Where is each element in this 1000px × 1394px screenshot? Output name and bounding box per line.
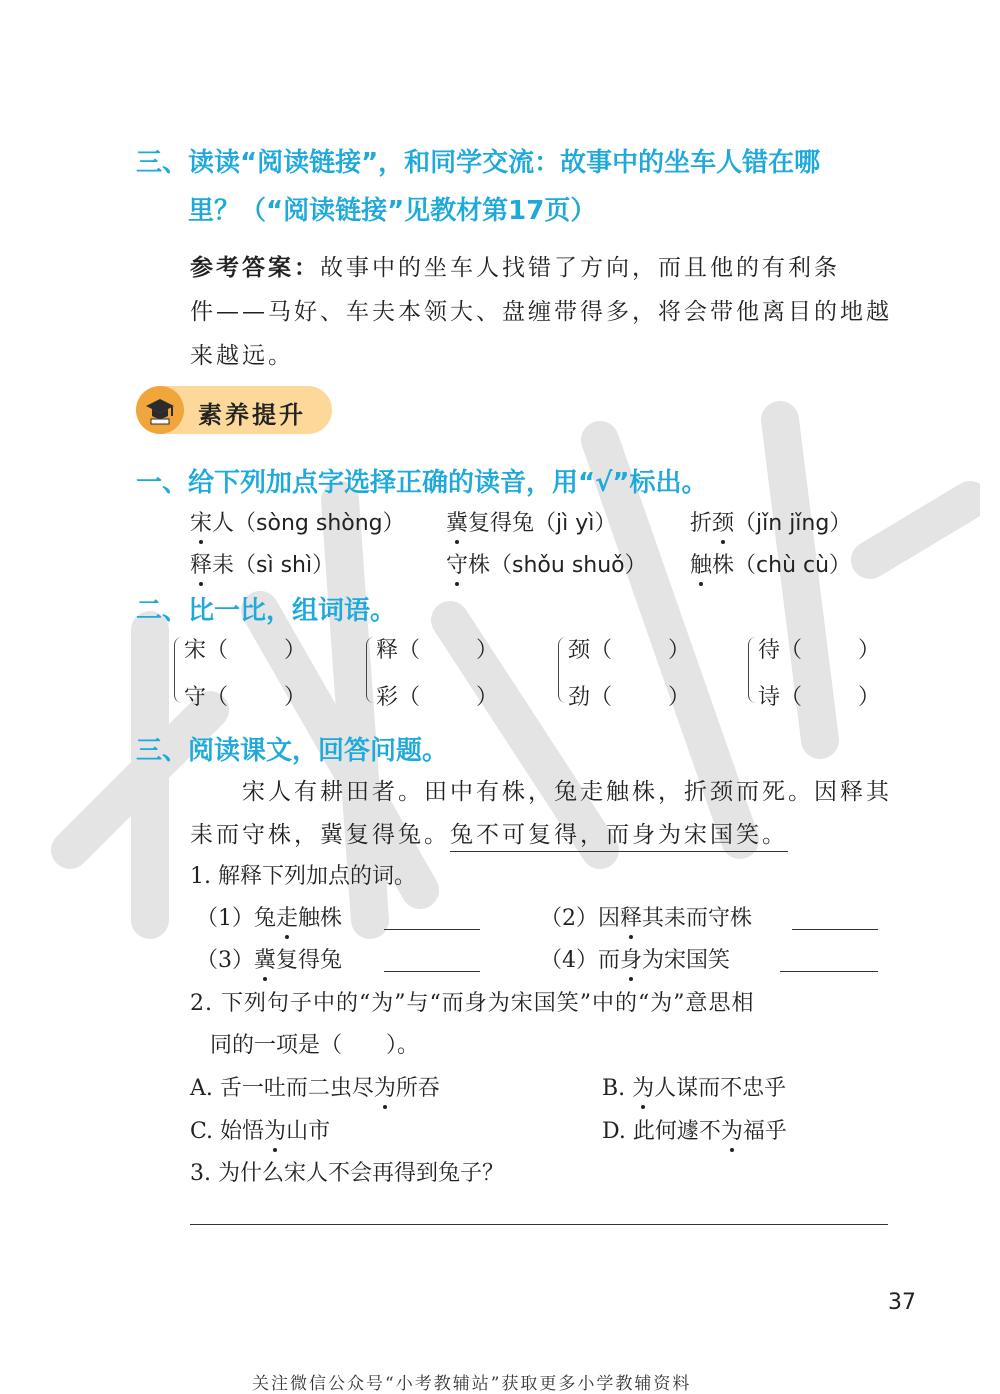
option-a[interactable] <box>190 1071 440 1102</box>
q1-item-3-pinyin: （jǐn jǐng） <box>734 511 852 536</box>
footer-note: 关注微信公众号“小考教辅站”获取更多小学教辅资料 <box>252 1374 692 1394</box>
q3-sub2-line1: 2. 下列句子中的“为”与“而身为宋国笑”中的“为”意思相 <box>190 991 755 1016</box>
option-d[interactable] <box>602 1114 787 1145</box>
option-c[interactable] <box>190 1114 330 1145</box>
q2-close: ） <box>668 638 691 663</box>
option-rest: 所吞 <box>395 1076 440 1101</box>
q2-open: （ <box>780 638 803 663</box>
q2-close: ） <box>284 685 307 710</box>
answer-line-q3[interactable] <box>190 1224 888 1225</box>
q1-item-3-dotted: 颈 <box>712 506 734 537</box>
q3-sub1-item-1 <box>196 901 342 932</box>
answer-blank-4[interactable] <box>780 971 878 972</box>
q1-item-4-dotted: 释 <box>190 548 212 579</box>
q3-title: 三、阅读课文，回答问题。 <box>136 736 449 766</box>
section-badge <box>136 386 332 434</box>
answer-label: 参考答案： <box>190 255 320 281</box>
q2-close: ） <box>858 685 881 710</box>
q2-open: （ <box>206 638 229 663</box>
option-dotted: 为 <box>632 1071 654 1102</box>
q1-item-6 <box>690 548 851 579</box>
q1-item-5-pinyin: （shǒu shuǒ） <box>490 553 647 578</box>
q1-item-4 <box>190 548 334 579</box>
item-pre: 兔 <box>254 906 277 931</box>
q3-sub1-item-3 <box>196 943 342 974</box>
option-rest: 山市 <box>286 1119 331 1144</box>
q2-title: 二、比一比，组词语。 <box>136 596 397 626</box>
q2-char: 颈 <box>568 638 591 663</box>
q2-open: （ <box>398 685 421 710</box>
q1-item-6-dotted: 触 <box>690 548 712 579</box>
q2-pair-3-top <box>568 633 690 664</box>
item-dotted: 释 <box>620 901 642 932</box>
passage-line2 <box>190 816 788 849</box>
q1-item-1-dotted: 宋 <box>190 506 212 537</box>
q1-item-2 <box>446 506 616 537</box>
q2-open: （ <box>398 638 421 663</box>
q2-pair-4-bottom <box>758 680 880 711</box>
option-dotted: 为 <box>374 1071 396 1102</box>
q2-pair-4-top <box>758 633 880 664</box>
item-num: （1） <box>196 906 254 931</box>
section3-title-line2: 里？（“阅读链接”见教材第17页） <box>188 196 597 226</box>
q3-sub1: 1. 解释下列加点的词。 <box>190 864 416 889</box>
option-pre: D. 此何遽不 <box>602 1119 721 1144</box>
option-dotted: 为 <box>721 1114 743 1145</box>
q1-item-5 <box>446 548 647 579</box>
q2-close: ） <box>476 638 499 663</box>
passage-line1: 宋人有耕田者。田中有株，兔走触株，折颈而死。因释其 <box>242 779 892 805</box>
q3-sub1-item-2 <box>540 901 752 932</box>
answer-blank-1[interactable] <box>384 929 480 930</box>
q1-item-4-rest: 耒 <box>212 553 235 578</box>
q3-sub3: 3. 为什么宋人不会再得到兔子？ <box>190 1161 504 1186</box>
q1-item-1-rest: 人 <box>212 511 235 536</box>
q1-item-1 <box>190 506 405 537</box>
item-dotted: 身 <box>620 943 642 974</box>
graduation-cap-icon <box>136 386 184 434</box>
q2-close: ） <box>284 638 307 663</box>
q2-pair-3-bottom <box>568 680 690 711</box>
item-dotted: 冀 <box>254 943 276 974</box>
answer-line1 <box>190 249 840 282</box>
option-pre: C. 始悟 <box>190 1119 265 1144</box>
answer-line3: 来越远。 <box>190 343 294 369</box>
q1-item-6-pinyin: （chù cù） <box>734 553 852 578</box>
q1-title: 一、给下列加点字选择正确的读音，用“√”标出。 <box>136 468 708 498</box>
answer-line2: 件——马好、车夫本领大、盘缠带得多，将会带他离目的地越 <box>190 299 892 325</box>
q2-pair-2-bottom <box>376 680 498 711</box>
q1-item-3-pre: 折 <box>690 511 713 536</box>
q2-open: （ <box>206 685 229 710</box>
q2-brace-2 <box>366 637 374 703</box>
option-pre: B. <box>602 1076 633 1101</box>
option-rest: 人谋而不忠乎 <box>654 1076 787 1101</box>
q2-open: （ <box>590 638 613 663</box>
q2-brace-1 <box>174 637 182 703</box>
q1-item-2-pinyin: （jì yì） <box>534 511 617 536</box>
item-pre: 因 <box>598 906 621 931</box>
q2-open: （ <box>780 685 803 710</box>
item-rest: 其耒而守株 <box>642 906 753 931</box>
answer-blank-2[interactable] <box>792 929 878 930</box>
q2-char: 守 <box>184 685 207 710</box>
answer-blank-3[interactable] <box>384 971 480 972</box>
q2-brace-4 <box>748 637 756 703</box>
item-rest: 触株 <box>298 906 343 931</box>
q3-sub1-item-4 <box>540 943 730 974</box>
q1-item-5-dotted: 守 <box>446 548 468 579</box>
badge-label: 素养提升 <box>198 401 306 429</box>
section3-title-line1: 三、读读“阅读链接”，和同学交流：故事中的坐车人错在哪 <box>136 148 821 178</box>
q2-char: 待 <box>758 638 781 663</box>
q2-char: 宋 <box>184 638 207 663</box>
q2-close: ） <box>476 685 499 710</box>
option-pre: A. 舌一吐而二虫尽 <box>190 1076 374 1101</box>
item-rest: 复得兔 <box>276 948 343 973</box>
item-num: （2） <box>540 906 598 931</box>
q2-char: 诗 <box>758 685 781 710</box>
option-dotted: 为 <box>264 1114 286 1145</box>
item-num: （4） <box>540 948 598 973</box>
option-rest: 福乎 <box>742 1119 787 1144</box>
q2-open: （ <box>590 685 613 710</box>
q2-pair-1-top <box>184 633 306 664</box>
q2-char: 彩 <box>376 685 399 710</box>
item-dotted: 走 <box>276 901 298 932</box>
passage-underlined-sentence: 兔不可复得，而身为宋国笑。 <box>450 822 788 852</box>
item-pre: 而 <box>598 948 621 973</box>
q1-item-6-rest: 株 <box>712 553 735 578</box>
q2-char: 劲 <box>568 685 591 710</box>
q2-close: ） <box>858 638 881 663</box>
page-number: 37 <box>888 1290 916 1315</box>
item-rest: 为宋国笑 <box>642 948 731 973</box>
q1-item-2-dotted: 冀 <box>446 506 468 537</box>
item-num: （3） <box>196 948 254 973</box>
passage-line2-a: 耒而守株，冀复得兔。 <box>190 822 450 848</box>
q3-sub2-line2: 同的一项是（ ）。 <box>210 1033 420 1058</box>
answer-text-1: 故事中的坐车人找错了方向，而且他的有利条 <box>320 255 840 281</box>
q2-pair-1-bottom <box>184 680 306 711</box>
q1-item-5-rest: 株 <box>468 553 491 578</box>
q1-item-2-rest: 复得兔 <box>468 511 535 536</box>
q2-close: ） <box>668 685 691 710</box>
q1-item-4-pinyin: （sì shì） <box>234 553 335 578</box>
q2-brace-3 <box>558 637 566 703</box>
q1-item-3 <box>690 506 851 537</box>
q2-pair-2-top <box>376 633 498 664</box>
q2-char: 释 <box>376 638 399 663</box>
q1-item-1-pinyin: （sòng shòng） <box>234 511 405 536</box>
option-b[interactable] <box>602 1071 786 1102</box>
